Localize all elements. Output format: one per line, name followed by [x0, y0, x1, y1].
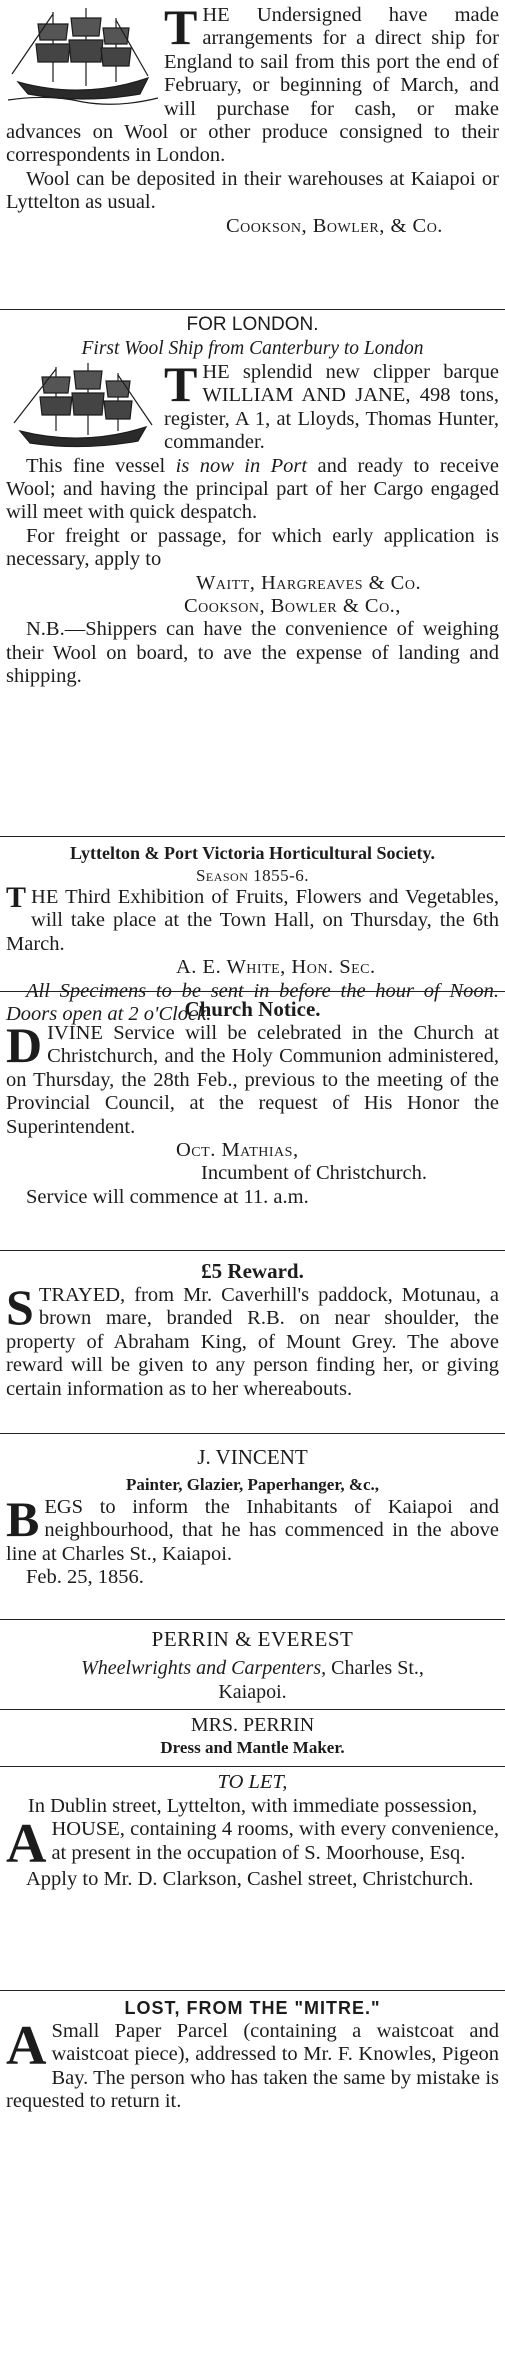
ad-ship-arrangements	[6, 0, 499, 304]
ad-heading: Church Notice.	[184, 997, 321, 1021]
drop-cap: D	[6, 1017, 43, 1073]
ad-note: All Specimens to be sent in before the hour of Noon. Doors open at 2 o'Clock.	[6, 979, 499, 1026]
ad-signature: Cookson, Bowler & Co.,	[184, 595, 401, 618]
ad-heading: PERRIN & EVEREST	[151, 1627, 354, 1651]
ad-heading: LOST, FROM THE "MITRE."	[124, 1998, 381, 2018]
ad-heading: J. VINCENT	[197, 1445, 308, 1469]
ad-body: TRAYED, from Mr. Caverhill's paddock, Motunau, a brown mare, branded R.B. on near shoulder, the property of Abraham King, of Mount Grey. The above reward will be given to any person finding her, or giving certain information as to her whereabouts.	[6, 1284, 499, 1400]
ad-season: Season 1855-6.	[195, 866, 310, 885]
ad-heading: £5 Reward.	[201, 1259, 304, 1283]
drop-cap: A	[6, 2015, 47, 2077]
ad-j-vincent	[6, 1444, 499, 1614]
ad-signature: Waitt, Hargreaves & Co.	[196, 571, 422, 594]
ad-body: HE splendid new clipper barque WILLIAM AND JANE, 498 tons, register, A 1, at Lloyds, Thomas Hunter, commander.	[164, 361, 499, 454]
ad-reward	[6, 1258, 499, 1428]
ad-subheading: Wheelwrights and Carpenters, Charles St.,	[81, 1657, 424, 1679]
column-rule	[0, 1766, 505, 1767]
column-rule	[0, 309, 505, 310]
drop-cap: B	[6, 1491, 40, 1547]
sailing-ship-engraving	[8, 4, 158, 108]
ad-for-london	[6, 313, 499, 833]
drop-cap: T	[164, 356, 198, 412]
ad-subheading: First Wool Ship from Canterbury to London	[81, 338, 424, 359]
ad-to-let	[6, 1770, 499, 1985]
ad-body: HOUSE, containing 4 rooms, with every convenience, at present in the occupation of S. Moorhouse, Esq.	[51, 1818, 499, 1864]
ad-body: For freight or passage, for which early application is necessary, apply to	[6, 524, 499, 571]
ad-mrs-perrin	[6, 1713, 499, 1763]
ad-date: Feb. 25, 1856.	[26, 1566, 144, 1589]
ad-note: Service will commence at 11. a.m.	[26, 1185, 309, 1208]
sailing-ship-engraving	[8, 361, 158, 453]
column-rule	[0, 1619, 505, 1620]
column-rule	[0, 1709, 505, 1710]
ad-subheading: Painter, Glazier, Paperhanger, &c.,	[125, 1475, 380, 1494]
ad-church-notice	[6, 996, 499, 1246]
ad-signature: Oct. Mathias,	[176, 1139, 299, 1162]
ad-body: HE Third Exhibition of Fruits, Flowers and Vegetables, will take place at the Town Hall, on Thursday, the 6th March.	[6, 886, 499, 955]
ad-contact: Apply to Mr. D. Clarkson, Cashel street, Christchurch.	[26, 1868, 474, 1891]
drop-cap: S	[6, 1279, 34, 1335]
column-rule	[0, 1250, 505, 1251]
ad-body: HE Undersigned have made arrangements for a direct ship for England to sail from this port the end of February, or beginning of March, and will purchase for cash, or make advances on Wool or other produce consigned to their correspondents in London.	[6, 4, 499, 167]
ad-heading: MRS. PERRIN	[190, 1714, 315, 1736]
ad-heading: FOR LONDON.	[186, 314, 319, 335]
ad-heading: Lyttelton & Port Victoria Horticultural Society.	[70, 843, 435, 863]
column-rule	[0, 991, 505, 992]
ad-signature: Incumbent of Christchurch.	[201, 1162, 428, 1185]
ad-intro: In Dublin street, Lyttelton, with immediate possession,	[27, 1795, 478, 1817]
ad-perrin-everest	[6, 1626, 499, 1706]
column-rule	[0, 1433, 505, 1434]
column-rule	[0, 1990, 505, 1991]
ad-subheading: Dress and Mantle Maker.	[160, 1738, 345, 1757]
ad-heading: TO LET,	[217, 1771, 288, 1793]
ad-place: Kaiapoi.	[218, 1681, 287, 1703]
ad-signature: Cookson, Bowler, & Co.	[226, 214, 443, 237]
ad-body: Small Paper Parcel (containing a waistcoat and waistcoat piece), addressed to Mr. F. Knowles, Pigeon Bay. The person who has taken the same by mistake is requested to return it.	[6, 2020, 499, 2113]
ad-body: This fine vessel is now in Port and ready to receive Wool; and having the principal part of her Cargo engaged will meet with quick despatch.	[6, 454, 499, 524]
ad-body: Wool can be deposited in their warehouses at Kaiapoi or Lyttelton as usual.	[6, 167, 499, 214]
ad-note: N.B.—Shippers can have the convenience of weighing their Wool on board, to ave the expense of landing and shipping.	[6, 618, 499, 688]
ad-lost-parcel	[6, 1996, 499, 2176]
column-rule	[0, 836, 505, 837]
drop-cap: A	[6, 1813, 47, 1876]
drop-cap: T	[164, 0, 198, 55]
ad-signature: A. E. White, Hon. Sec.	[176, 956, 376, 979]
ad-body: IVINE Service will be celebrated in the Church at Christchurch, and the Holy Communion administered, on Thursday, the 28th Feb., previous to the meeting of the Provincial Council, at the request of His Honor the Superintendent.	[6, 1022, 499, 1138]
ad-body: EGS to inform the Inhabitants of Kaiapoi and neighbourhood, that he has commenced in the above line at Charles St., Kaiapoi.	[6, 1496, 499, 1565]
drop-cap: T	[6, 881, 27, 914]
